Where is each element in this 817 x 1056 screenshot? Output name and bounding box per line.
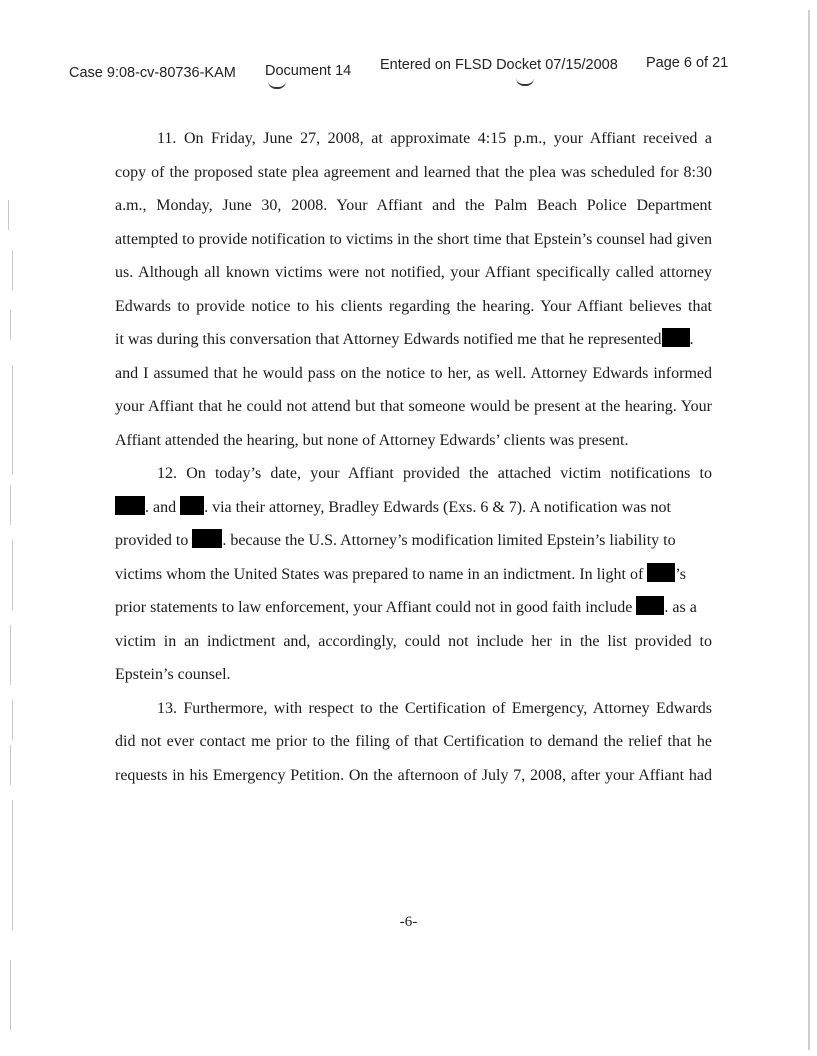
entered-date: Entered on FLSD Docket 07/15/2008: [380, 57, 618, 73]
body-line: 12. On today’s date, your Affiant provided the attached victim notifications to: [157, 465, 712, 482]
body-line: copy of the proposed state plea agreement and learned that the plea was scheduled for 8:30: [115, 163, 712, 181]
body-line: a.m., Monday, June 30, 2008. Your Affiant and the Palm Beach Police Department: [115, 197, 712, 214]
page-number: -6-: [399, 914, 418, 930]
body-line: 11. On Friday, June 27, 2008, at approximate 4:15 p.m., your Affiant received a: [157, 130, 712, 147]
body-line: did not ever contact me prior to the filing of that Certification to demand the relief that he: [115, 733, 712, 750]
redaction-block: [115, 496, 145, 515]
scan-edge: [808, 10, 810, 1050]
body-line: requests in his Emergency Petition. On the afternoon of July 7, 2008, after your Affiant had: [115, 766, 712, 784]
body-line: victims whom the United States was prepared to name in an indictment. In light of ’s: [115, 558, 712, 592]
body-line: and I assumed that he would pass on the notice to her, as well. Attorney Edwards informed: [115, 364, 712, 382]
redaction-block: [180, 496, 204, 515]
body-line: provided to . because the U.S. Attorney’s modification limited Epstein’s liability to: [115, 524, 712, 558]
docket-stamp-mark: [516, 78, 534, 86]
body-line: your Affiant that he could not attend but that someone would be present at the hearing. Your: [115, 398, 712, 415]
affidavit-body: [115, 122, 712, 792]
redaction-block: [662, 328, 690, 347]
body-line: . and . via their attorney, Bradley Edwards (Exs. 6 & 7). A notification was not: [115, 491, 712, 525]
case-number: Case 9:08-cv-80736-KAM: [69, 65, 236, 81]
body-line: it was during this conversation that Attorney Edwards notified me that he represented .: [115, 323, 712, 357]
body-line: Affiant attended the hearing, but none of Attorney Edwards’ clients was present.: [115, 431, 629, 449]
docket-header: [0, 55, 817, 85]
redaction-block: [647, 563, 675, 582]
body-line: Edwards to provide notice to his clients regarding the hearing. Your Affiant believes that: [115, 297, 712, 315]
body-line: us. Although all known victims were not notified, your Affiant specifically called attorney: [115, 264, 712, 281]
redaction-block: [636, 596, 664, 615]
body-line: attempted to provide notification to victims in the short time that Epstein’s counsel had given: [115, 230, 712, 248]
body-line: victim in an indictment and, accordingly, could not include her in the list provided to: [115, 632, 712, 650]
body-line: Epstein’s counsel.: [115, 666, 231, 683]
page-indicator: Page 6 of 21: [646, 55, 729, 71]
document-number: Document 14: [265, 63, 352, 79]
redaction-block: [192, 529, 222, 548]
body-line: 13. Furthermore, with respect to the Certification of Emergency, Attorney Edwards: [157, 699, 712, 717]
body-line: prior statements to law enforcement, your Affiant could not in good faith include . as a: [115, 591, 712, 625]
docket-stamp-mark: [268, 81, 286, 89]
scan-margin-marks: [0, 0, 30, 1056]
